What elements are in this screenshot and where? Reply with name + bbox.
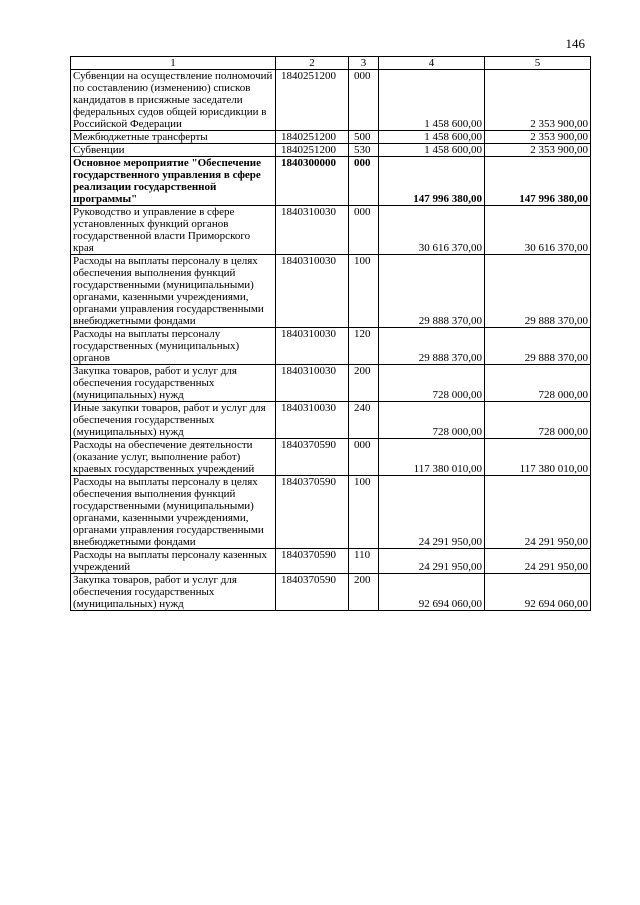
row-code-cell: 1840370590 bbox=[276, 439, 349, 476]
row-value-5-cell: 2 353 900,00 bbox=[485, 131, 591, 144]
row-code-cell: 1840251200 bbox=[276, 131, 349, 144]
row-value-5-cell: 24 291 950,00 bbox=[485, 549, 591, 574]
row-code-cell: 1840251200 bbox=[276, 70, 349, 131]
row-type-cell: 100 bbox=[349, 255, 379, 328]
row-value-4-cell: 29 888 370,00 bbox=[379, 255, 485, 328]
table-row bbox=[71, 328, 591, 365]
row-type-cell: 000 bbox=[349, 206, 379, 255]
row-value-4-cell: 147 996 380,00 bbox=[379, 157, 485, 206]
page-number: 146 bbox=[565, 36, 585, 51]
row-value-4-cell: 29 888 370,00 bbox=[379, 328, 485, 365]
table-row bbox=[71, 402, 591, 439]
row-value-5-cell: 728 000,00 bbox=[485, 402, 591, 439]
row-name-cell: Основное мероприятие "Обеспечение государственного управления в сфере реализации государственной программы" bbox=[71, 157, 276, 206]
row-type-cell: 500 bbox=[349, 131, 379, 144]
row-code-cell: 1840310030 bbox=[276, 402, 349, 439]
row-type-cell: 100 bbox=[349, 476, 379, 549]
row-value-4-cell: 24 291 950,00 bbox=[379, 476, 485, 549]
table-row bbox=[71, 549, 591, 574]
budget-table bbox=[70, 56, 591, 611]
row-name-cell: Субвенции bbox=[71, 144, 276, 157]
table-row bbox=[71, 206, 591, 255]
row-name-cell: Межбюджетные трансферты bbox=[71, 131, 276, 144]
row-name-cell: Расходы на выплаты персоналу в целях обеспечения выполнения функций государственными (муниципальными) органами, казенными учреждениями, органами управления государственными внебюджетными фондами bbox=[71, 476, 276, 549]
row-code-cell: 1840370590 bbox=[276, 549, 349, 574]
table-row bbox=[71, 157, 591, 206]
table-row bbox=[71, 476, 591, 549]
row-value-5-cell: 728 000,00 bbox=[485, 365, 591, 402]
row-value-4-cell: 728 000,00 bbox=[379, 365, 485, 402]
row-type-cell: 530 bbox=[349, 144, 379, 157]
row-code-cell: 1840310030 bbox=[276, 328, 349, 365]
table-row bbox=[71, 255, 591, 328]
row-type-cell: 000 bbox=[349, 70, 379, 131]
row-name-cell: Расходы на выплаты персоналу государственных (муниципальных) органов bbox=[71, 328, 276, 365]
row-code-cell: 1840370590 bbox=[276, 574, 349, 611]
row-value-4-cell: 117 380 010,00 bbox=[379, 439, 485, 476]
row-value-5-cell: 147 996 380,00 bbox=[485, 157, 591, 206]
row-value-4-cell: 1 458 600,00 bbox=[379, 70, 485, 131]
table-row bbox=[71, 70, 591, 131]
row-code-cell: 1840370590 bbox=[276, 476, 349, 549]
header-row bbox=[71, 57, 591, 70]
row-value-5-cell: 2 353 900,00 bbox=[485, 70, 591, 131]
row-type-cell: 200 bbox=[349, 574, 379, 611]
table-row bbox=[71, 365, 591, 402]
table-row bbox=[71, 131, 591, 144]
row-value-4-cell: 1 458 600,00 bbox=[379, 144, 485, 157]
row-value-5-cell: 29 888 370,00 bbox=[485, 328, 591, 365]
row-type-cell: 120 bbox=[349, 328, 379, 365]
column-header-4: 4 bbox=[379, 57, 485, 70]
row-value-4-cell: 30 616 370,00 bbox=[379, 206, 485, 255]
column-header-5: 5 bbox=[485, 57, 591, 70]
table-header bbox=[71, 57, 591, 70]
row-code-cell: 1840300000 bbox=[276, 157, 349, 206]
row-type-cell: 110 bbox=[349, 549, 379, 574]
row-type-cell: 000 bbox=[349, 439, 379, 476]
row-value-5-cell: 117 380 010,00 bbox=[485, 439, 591, 476]
column-header-2: 2 bbox=[276, 57, 349, 70]
row-name-cell: Расходы на выплаты персоналу казенных учреждений bbox=[71, 549, 276, 574]
row-name-cell: Расходы на выплаты персоналу в целях обеспечения выполнения функций государственными (муниципальными) органами, казенными учреждениями, органами управления государственными внебюджетными фондами bbox=[71, 255, 276, 328]
table-body bbox=[71, 70, 591, 611]
row-value-5-cell: 24 291 950,00 bbox=[485, 476, 591, 549]
row-name-cell: Закупка товаров, работ и услуг для обеспечения государственных (муниципальных) нужд bbox=[71, 574, 276, 611]
row-name-cell: Расходы на обеспечение деятельности (оказание услуг, выполнение работ) краевых государственных учреждений bbox=[71, 439, 276, 476]
row-code-cell: 1840251200 bbox=[276, 144, 349, 157]
table-row bbox=[71, 574, 591, 611]
row-value-4-cell: 1 458 600,00 bbox=[379, 131, 485, 144]
row-value-4-cell: 24 291 950,00 bbox=[379, 549, 485, 574]
row-value-5-cell: 29 888 370,00 bbox=[485, 255, 591, 328]
row-name-cell: Закупка товаров, работ и услуг для обеспечения государственных (муниципальных) нужд bbox=[71, 365, 276, 402]
row-name-cell: Руководство и управление в сфере установленных функций органов государственной власти Приморского края bbox=[71, 206, 276, 255]
column-header-1: 1 bbox=[71, 57, 276, 70]
row-code-cell: 1840310030 bbox=[276, 255, 349, 328]
table-row bbox=[71, 439, 591, 476]
row-value-5-cell: 2 353 900,00 bbox=[485, 144, 591, 157]
row-value-4-cell: 92 694 060,00 bbox=[379, 574, 485, 611]
row-name-cell: Иные закупки товаров, работ и услуг для обеспечения государственных (муниципальных) нужд bbox=[71, 402, 276, 439]
row-type-cell: 240 bbox=[349, 402, 379, 439]
row-type-cell: 200 bbox=[349, 365, 379, 402]
row-value-4-cell: 728 000,00 bbox=[379, 402, 485, 439]
row-name-cell: Субвенции на осуществление полномочий по составлению (изменению) списков кандидатов в присяжные заседатели федеральных судов общей юрисдикции в Российской Федерации bbox=[71, 70, 276, 131]
row-type-cell: 000 bbox=[349, 157, 379, 206]
row-code-cell: 1840310030 bbox=[276, 206, 349, 255]
row-code-cell: 1840310030 bbox=[276, 365, 349, 402]
row-value-5-cell: 92 694 060,00 bbox=[485, 574, 591, 611]
row-value-5-cell: 30 616 370,00 bbox=[485, 206, 591, 255]
column-header-3: 3 bbox=[349, 57, 379, 70]
table-row bbox=[71, 144, 591, 157]
